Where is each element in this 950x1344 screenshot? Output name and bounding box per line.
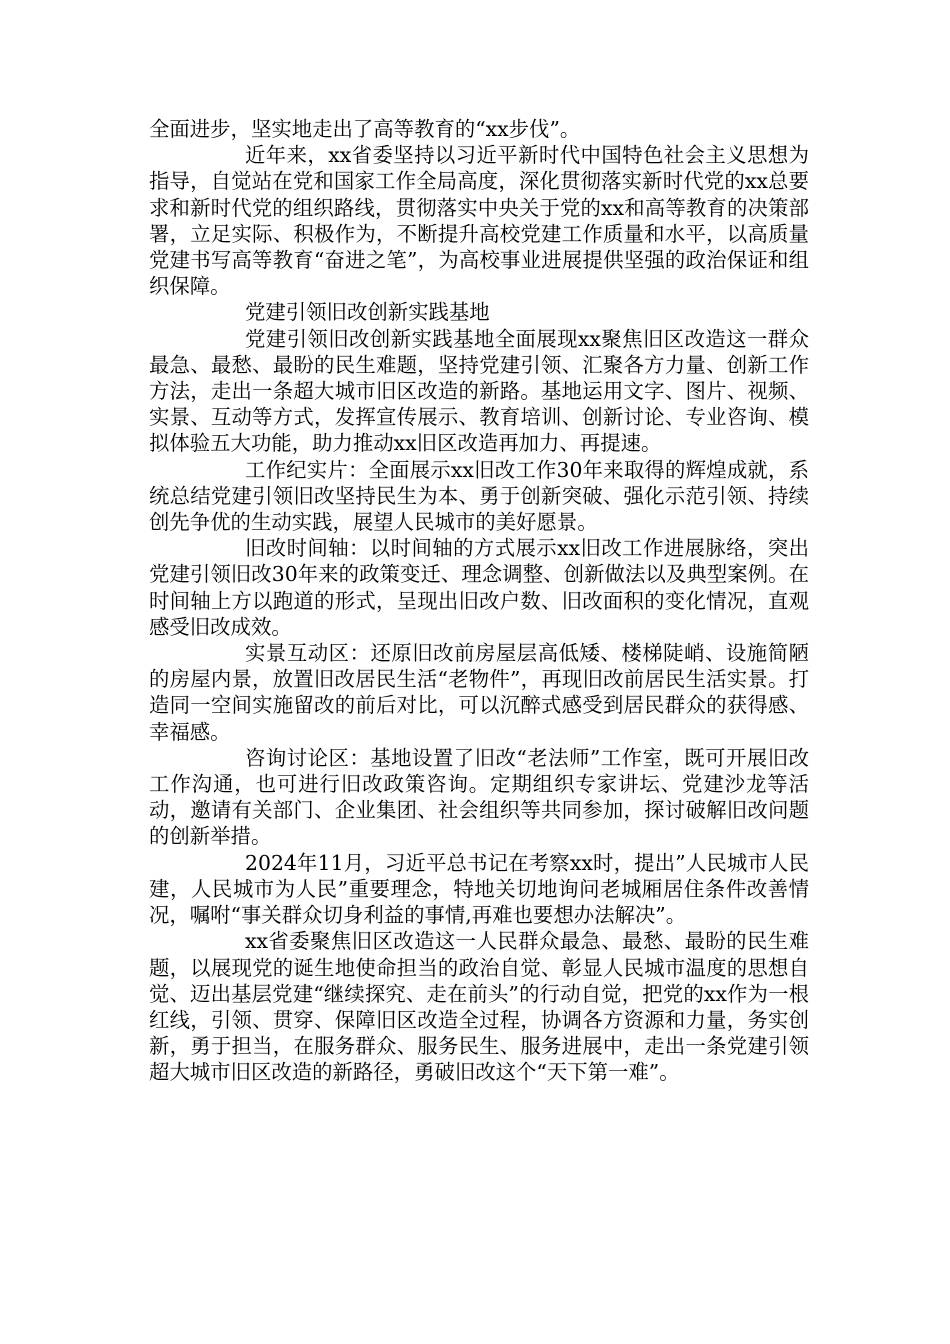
paragraph-conclusion: xx省委聚焦旧区改造这一人民群众最急、最愁、最盼的民生难题，以展现党的诞生地使命担当的政治自觉、彰显人民城市温度的思想自觉、迈出基层党建“继续探究、走在前头”的行动自觉，把党的xx作为一根红线，引领、贯穿、保障旧区改造全过程，协调各方资源和力量，务实创新，勇于担当，在服务群众、服务民生、服务进展中，走出一条党建引领超大城市旧区改造的新路径，勇破旧改这个“天下第一难”。: [149, 929, 809, 1085]
paragraph-work-documentary: 工作纪实片：全面展示xx旧改工作30年来取得的辉煌成就，系统总结党建引领旧改坚持民生为本、勇于创新突破、强化示范引领、持续创先争优的生动实践，展望人民城市的美好愿景。: [149, 457, 809, 535]
paragraph-visit-2024: 2024年11月，习近平总书记在考察xx时，提出”人民城市人民建，人民城市为人民”重要理念，特地关切地询问老城厢居住条件改善情况，嘱咐“事关群众切身利益的事情,再难也要想办法解决”。: [149, 850, 809, 928]
paragraph-timeline: 旧改时间轴：以时间轴的方式展示xx旧改工作进展脉络，突出党建引领旧改30年来的政策变迁、理念调整、创新做法以及典型案例。在时间轴上方以跑道的形式，呈现出旧改户数、旧改面积的变化情况，直观感受旧改成效。: [149, 536, 809, 639]
paragraph-base-overview: 党建引领旧改创新实践基地全面展现xx聚焦旧区改造这一群众最急、最愁、最盼的民生难题，坚持党建引领、汇聚各方力量、创新工作方法，走出一条超大城市旧区改造的新路。基地运用文字、图片、视频、实景、互动等方式，发挥宣传展示、教育培训、创新讨论、专业咨询、模拟体验五大功能，助力推动xx旧区改造再加力、再提速。: [149, 326, 809, 456]
paragraph-interactive-area: 实景互动区：还原旧改前房屋层高低矮、楼梯陡峭、设施简陋的房屋内景，放置旧改居民生活“老物件”，再现旧改前居民生活实景。打造同一空间实施留改的前后对比，可以沉醉式感受到居民群众的获得感、幸福感。: [149, 641, 809, 744]
paragraph-continuation: 全面进步，坚实地走出了高等教育的“xx步伐”。: [149, 117, 581, 141]
section-heading: 党建引领旧改创新实践基地: [245, 300, 490, 325]
document-body: [149, 116, 809, 1086]
paragraph-intro: 近年来，xx省委坚持以习近平新时代中国特色社会主义思想为指导，自觉站在党和国家工作全局高度，深化贯彻落实新时代党的xx总要求和新时代党的组织路线，贯彻落实中央关于党的xx和高等教育的决策部署，立足实际、积极作为，不断提升高校党建工作质量和水平，以高质量党建书写高等教育“奋进之笔”，为高校事业进展提供坚强的政治保证和组织保障。: [149, 143, 809, 299]
paragraph-consultation-area: 咨询讨论区：基地设置了旧改“老法师”工作室，既可开展旧改工作沟通，也可进行旧改政策咨询。定期组织专家讲坛、党建沙龙等活动，邀请有关部门、企业集团、社会组织等共同参加，探讨破解旧改问题的创新举措。: [149, 745, 809, 849]
